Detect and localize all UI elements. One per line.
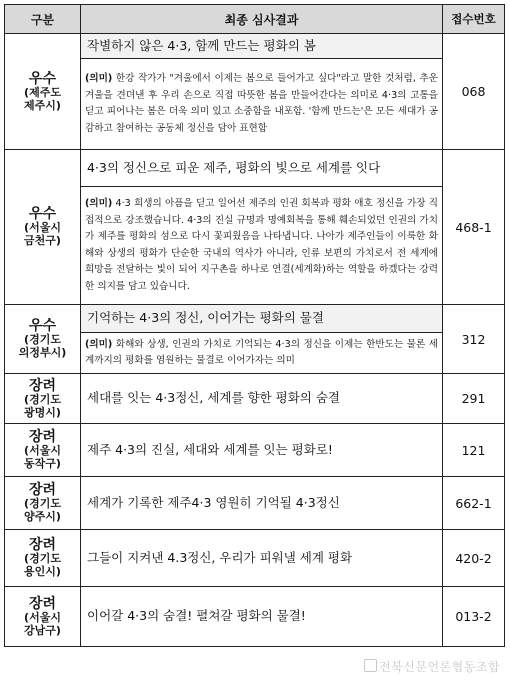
grade-cell	[5, 34, 81, 150]
region-label: (경기도	[24, 497, 61, 511]
header-row	[5, 5, 505, 34]
grade-cell	[5, 150, 81, 305]
watermark-text: 전북신문언론협동조합	[379, 660, 500, 674]
entry-number: 013-2	[443, 587, 505, 647]
grade-label: 우수	[28, 70, 57, 87]
header-number: 접수번호	[443, 5, 505, 34]
grade-cell	[5, 305, 81, 374]
grade-label: 장려	[28, 537, 57, 554]
region-label: 강남구)	[24, 623, 61, 637]
meaning-body: 화해와 상생, 인권의 가치로 기억되는 4·3의 정신을 이제는 한반도는 물론 세계까지의 평화를 염원하는 물결로 이어가자는 의미	[85, 338, 438, 366]
region-label: (경기도	[24, 333, 61, 347]
grade-label: 우수	[28, 318, 57, 335]
meaning-text	[81, 59, 443, 150]
slogan-title: 그들이 지켜낸 4.3정신, 우리가 피워낼 세계 평화	[81, 530, 443, 587]
slogan-title: 작별하지 않은 4·3, 함께 만드는 평화의 봄	[81, 34, 443, 59]
table-row	[5, 34, 505, 59]
table-row	[5, 587, 505, 647]
region-label: (서울시	[24, 221, 61, 235]
region-label: (서울시	[24, 610, 61, 624]
grade-cell	[5, 374, 81, 424]
grade-cell	[5, 424, 81, 477]
table-row	[5, 305, 505, 333]
meaning-body: 한강 작가가 "겨울에서 이제는 봄으로 들어가고 싶다"라고 말한 것처럼, 추운 겨울을 견뎌낸 후 우리 손으로 직접 따뜻한 봄을 만들어간다는 의미로 4·3의 고통을 딛고 피어나는 봄은 더욱 의미 있고 소중함을 내포함. '함께 만드는'은 모든 세대가 공감하고 참여하는 공동체 정신을 담아 표현함	[85, 73, 438, 134]
header-result: 최종 심사결과	[81, 5, 443, 34]
meaning-label: (의미)	[85, 73, 113, 84]
region-label: 의정부시)	[18, 346, 67, 360]
entry-number: 662-1	[443, 477, 505, 530]
region-label: 동작구)	[24, 457, 61, 471]
slogan-title: 제주 4·3의 진실, 세대와 세계를 잇는 평화로!	[81, 424, 443, 477]
region-label: (경기도	[24, 392, 61, 406]
table-row	[5, 374, 505, 424]
table-row	[5, 424, 505, 477]
region-label: 용인시)	[24, 565, 61, 579]
grade-label: 우수	[28, 206, 57, 223]
entry-number: 291	[443, 374, 505, 424]
table-row	[5, 477, 505, 530]
table-row	[5, 530, 505, 587]
grade-label: 장려	[28, 429, 57, 446]
slogan-title: 기억하는 4·3의 정신, 이어가는 평화의 물결	[81, 305, 443, 333]
grade-cell	[5, 477, 81, 530]
entry-number: 420-2	[443, 530, 505, 587]
slogan-title: 4·3의 정신으로 피운 제주, 평화의 빛으로 세계를 잇다	[81, 150, 443, 187]
entry-number: 468-1	[443, 150, 505, 305]
region-label: (경기도	[24, 552, 61, 566]
meaning-text	[81, 333, 443, 374]
grade-label: 장려	[28, 595, 57, 612]
meaning-label: (의미)	[85, 338, 113, 350]
grade-cell	[5, 530, 81, 587]
region-label: 광명시)	[24, 405, 61, 419]
slogan-title: 세계가 기록한 제주4·3 영원히 기억될 4·3정신	[81, 477, 443, 530]
slogan-title: 이어갈 4·3의 숨결! 펼쳐갈 평화의 물결!	[81, 587, 443, 647]
table-row	[5, 150, 505, 187]
newspaper-icon	[364, 659, 377, 672]
region-label: (서울시	[24, 444, 61, 458]
entry-number: 312	[443, 305, 505, 374]
region-label: 제주시)	[24, 98, 61, 112]
region-label: 양주시)	[24, 510, 61, 524]
entry-number: 121	[443, 424, 505, 477]
meaning-body: 4·3 희생의 아픔을 딛고 일어선 제주의 인권 회복과 평화 애호 정신을 가장 직접적으로 강조했습니다. 4·3의 진실 규명과 명예회복을 통해 훼손되었던 인권의 가치가 제주를 평화의 섬으로 다시 꽃피웠음을 나타냅니다. 나아가 제주인들이 이룩한 화해와 상생의 평화가 단순한 국내의 역사가 아니라, 인류 보편의 가치로서 전 세계에 희망을 전달하는 빛이 되어 지구촌을 하나로 연결(세계화)하는 역할을 하겠다는 강력한 의지를 담고 있습니다.	[85, 198, 438, 292]
region-label: (제주도	[24, 85, 61, 99]
slogan-title: 세대를 잇는 4·3정신, 세계를 향한 평화의 숨결	[81, 374, 443, 424]
meaning-text	[81, 187, 443, 305]
watermark	[364, 658, 500, 675]
region-label: 금천구)	[24, 234, 61, 248]
header-category: 구분	[5, 5, 81, 34]
grade-label: 장려	[28, 482, 57, 499]
meaning-label: (의미)	[85, 198, 113, 209]
entry-number: 068	[443, 34, 505, 150]
grade-cell	[5, 587, 81, 647]
grade-label: 장려	[28, 377, 57, 394]
results-table	[4, 4, 505, 647]
